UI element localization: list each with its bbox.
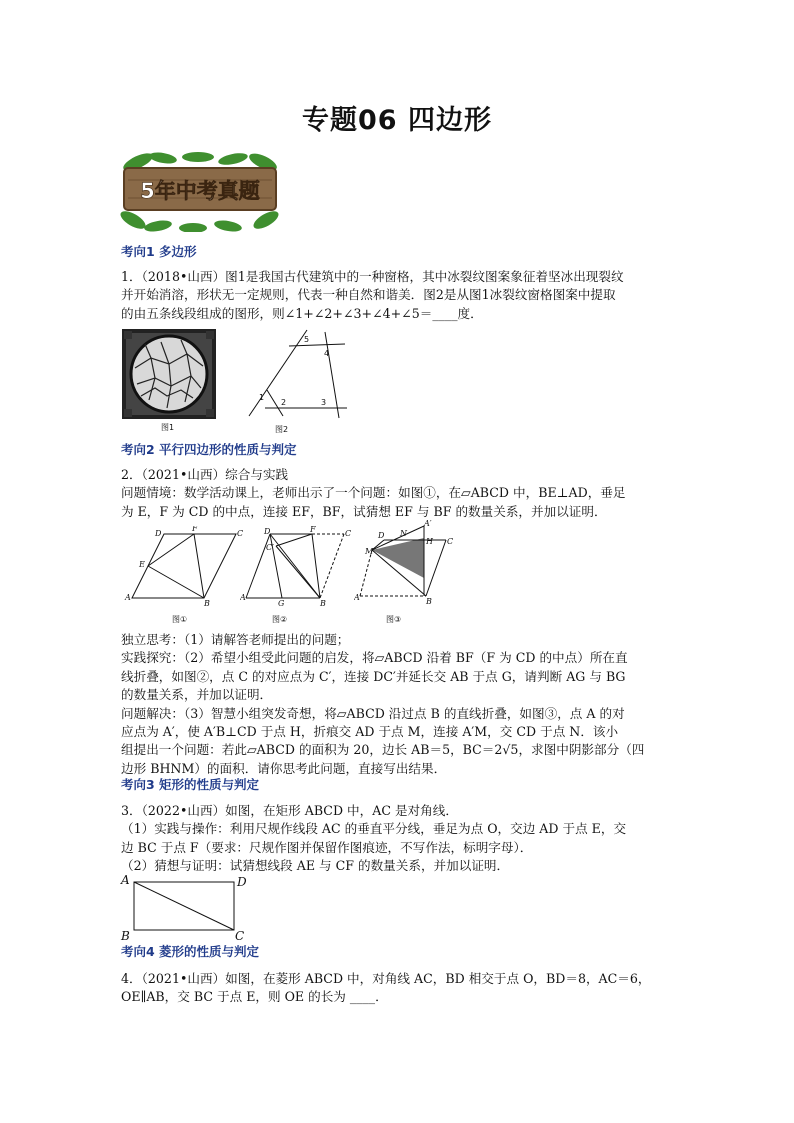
- vertex-label: C: [235, 929, 245, 942]
- question-3: [121, 802, 681, 876]
- parallelogram-diagram: [124, 526, 244, 608]
- svg-text:D: D: [264, 527, 271, 536]
- text-line: 实践探究：（2）希望小组受此问题的启发，将▱ABCD 沿着 BF（F 为 CD 的中点）所在直: [121, 650, 628, 666]
- text-line: 应点为 A′，使 A′B⊥CD 于点 H，折痕交 AD 于点 M，连接 A′M，交 CD 于点 N．该小: [121, 724, 619, 740]
- figure-caption: 图①: [172, 615, 188, 624]
- text-line: 并开始消溶，形状无一定规则，代表一种自然和谐美．图2是从图1冰裂纹窗格图案中提取: [121, 287, 616, 303]
- figure-2: [245, 328, 355, 436]
- svg-text:A: A: [240, 593, 246, 602]
- five-segment-diagram: [245, 328, 355, 424]
- text-line: 2．（2021•山西）综合与实践: [121, 467, 289, 482]
- angle-label: 4: [324, 349, 330, 358]
- svg-text:H: H: [426, 537, 433, 546]
- page-title: 专题06 四边形: [302, 105, 492, 136]
- figure-q2-1: [124, 526, 244, 626]
- text-line: 独立思考：（1）请解答老师提出的问题；: [121, 632, 350, 647]
- window-lattice-image: [121, 328, 217, 420]
- section-title: 考向3 矩形的性质与判定: [121, 777, 260, 792]
- svg-text:C: C: [447, 537, 454, 546]
- question-2-parts: [121, 631, 681, 778]
- banner-graphic: [118, 152, 283, 232]
- vertex-label: D: [237, 875, 247, 889]
- vertex-label: A: [121, 873, 130, 887]
- svg-text:N: N: [400, 529, 407, 538]
- section-title: 考向2 平行四边形的性质与判定: [121, 442, 297, 457]
- text-line: 4．（2021•山西）如图，在菱形 ABCD 中，对角线 AC，BD 相交于点 O，BD＝8，AC＝6，: [121, 971, 651, 986]
- figure-caption: 图③: [386, 615, 402, 624]
- text-line: OE∥AB，交 BC 于点 E，则 OE 的长为 ____．: [121, 989, 388, 1005]
- figure-q2-3: [354, 520, 464, 626]
- angle-label: 5: [304, 335, 310, 344]
- question-4: [121, 970, 681, 1007]
- svg-text:B: B: [204, 599, 210, 608]
- text-line: 组提出一个问题：若此▱ABCD 的面积为 20，边长 AB＝5，BC＝2√5，求图中阴影部分（四: [121, 742, 645, 758]
- angle-label: 3: [321, 398, 327, 407]
- figure-1: [121, 328, 217, 436]
- shaded-fold-diagram: [354, 520, 464, 606]
- svg-text:M: M: [365, 547, 374, 556]
- text-line: （2）猜想与证明：试猜想线段 AE 与 CF 的数量关系，并加以证明．: [121, 858, 510, 874]
- text-line: 边 BC 于点 F（要求：尺规作图并保留作图痕迹，不写作法，标明字母）．: [121, 839, 533, 855]
- section-title: 考向1 多边形: [121, 244, 197, 259]
- svg-text:C′: C′: [266, 543, 274, 552]
- figure-q2-2: [240, 526, 360, 626]
- svg-text:C: C: [237, 529, 244, 538]
- angle-label: 2: [281, 398, 287, 407]
- text-line: 问题情境：数学活动课上，老师出示了一个问题：如图①，在▱ABCD 中，BE⊥AD，垂足: [121, 485, 626, 501]
- question-1: [121, 268, 681, 323]
- svg-text:C: C: [345, 529, 352, 538]
- text-line: 的由五条线段组成的图形，则∠1+∠2+∠3+∠4+∠5＝____度．: [121, 305, 483, 321]
- text-line: 为 E，F 为 CD 的中点，连接 EF，BF，试猜想 EF 与 BF 的数量关系，并加以证明．: [121, 503, 607, 519]
- text-line: 的数量关系，并加以证明．: [121, 687, 273, 703]
- angle-label: 1: [259, 393, 265, 402]
- svg-text:A′: A′: [424, 520, 432, 528]
- svg-text:A: A: [125, 593, 131, 602]
- question-2: [121, 466, 681, 521]
- svg-text:B: B: [320, 599, 326, 608]
- text-line: 1．（2018•山西）图1是我国古代建筑中的一种窗格，其中冰裂纹图案象征着坚冰出现裂纹: [121, 269, 624, 284]
- section-title: 考向4 菱形的性质与判定: [121, 944, 260, 959]
- text-line: 问题解决：（3）智慧小组突发奇想，将▱ABCD 沿过点 B 的直线折叠，如图③，点 A 的对: [121, 705, 625, 721]
- svg-text:D: D: [155, 529, 162, 538]
- svg-text:B: B: [426, 597, 432, 606]
- fold-diagram: [240, 526, 360, 608]
- text-line: （1）实践与操作：利用尺规作线段 AC 的垂直平分线，垂足为点 O，交边 AD 于点 E，交: [121, 821, 627, 837]
- text-line: 3．（2022•山西）如图，在矩形 ABCD 中，AC 是对角线．: [121, 803, 458, 818]
- figure-q3: [118, 872, 250, 942]
- rectangle-diagram: [118, 872, 250, 942]
- vertex-label: B: [121, 929, 130, 942]
- svg-text:F: F: [310, 526, 316, 534]
- text-line: 边形 BHNM）的面积．请你思考此问题，直接写出结果．: [121, 760, 447, 776]
- svg-text:F: F: [192, 526, 198, 533]
- banner-text: 5年中考真题: [140, 179, 260, 203]
- figure-caption: 图②: [272, 615, 288, 624]
- figure-caption: 图2: [275, 425, 289, 434]
- svg-text:G: G: [278, 599, 285, 608]
- svg-text:E: E: [139, 560, 145, 569]
- figure-caption: 图1: [161, 423, 175, 432]
- text-line: 线折叠，如图②，点 C 的对应点为 C′，连接 DC′并延长交 AB 于点 G，请判断 AG 与 BG: [121, 668, 626, 684]
- svg-text:A: A: [354, 593, 360, 602]
- svg-text:D: D: [378, 531, 385, 540]
